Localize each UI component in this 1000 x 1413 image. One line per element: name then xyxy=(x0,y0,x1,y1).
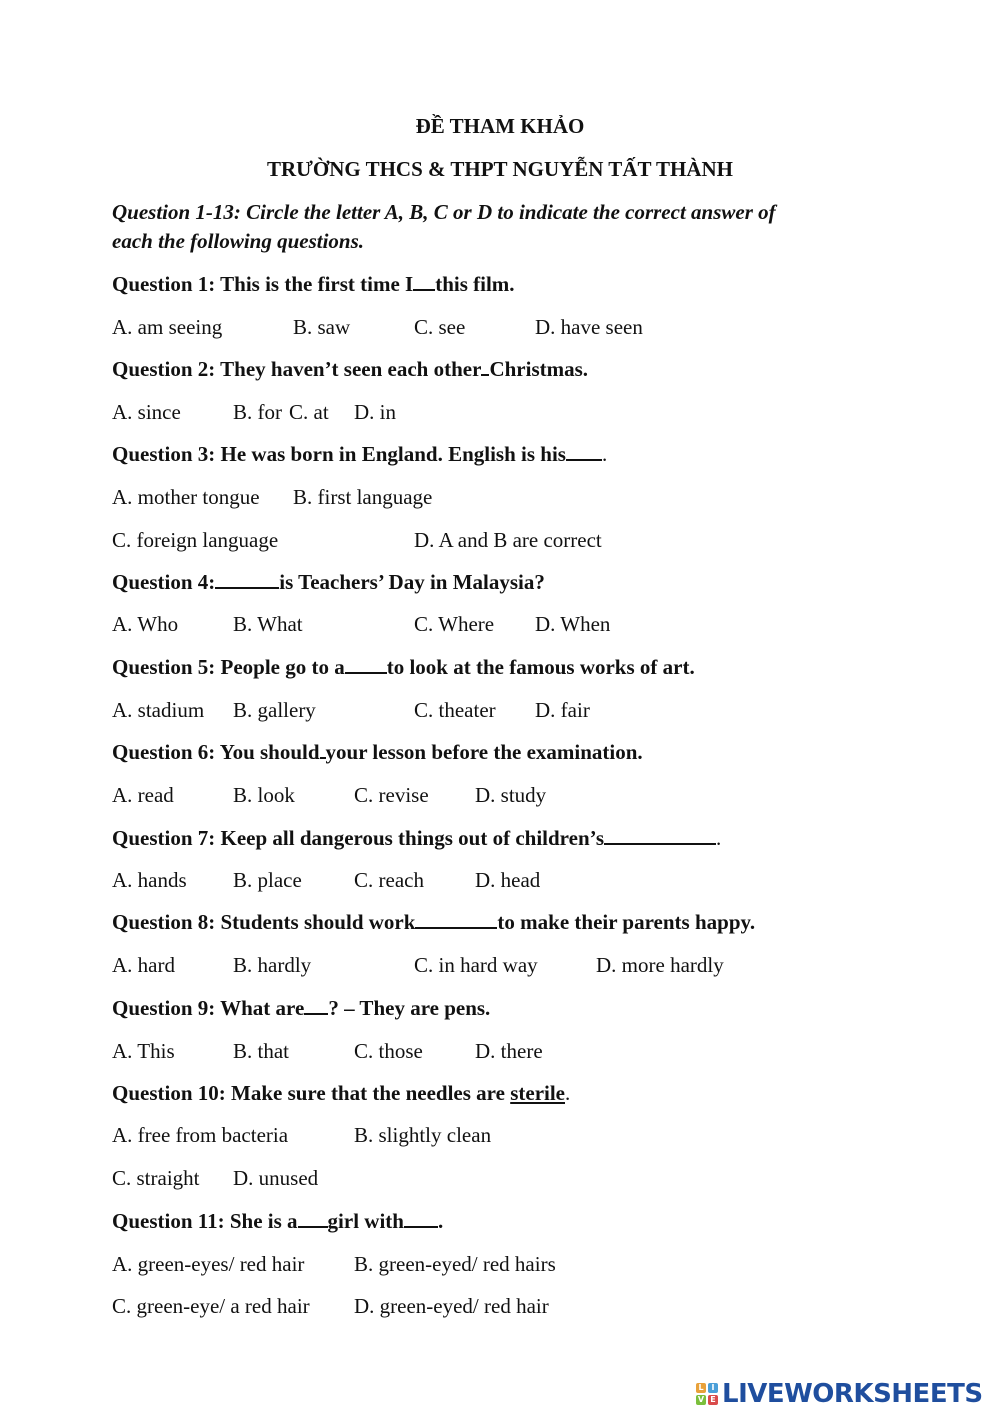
question-text-after: to look at the famous works of art. xyxy=(386,655,695,679)
option-d[interactable]: D. study xyxy=(475,783,547,807)
liveworksheets-logo xyxy=(696,1377,983,1411)
option-d[interactable]: D. When xyxy=(535,612,611,636)
answer-blank[interactable] xyxy=(345,654,387,674)
question-text-after: to make their parents happy. xyxy=(497,910,756,934)
option-b[interactable]: B. for xyxy=(233,400,282,424)
question-3 xyxy=(112,441,607,467)
logo-icon: L I V E xyxy=(696,1383,718,1405)
question-text: Question 7: Keep all dangerous things out of children’s xyxy=(112,826,605,850)
question-10 xyxy=(112,1080,570,1106)
answer-blank[interactable] xyxy=(304,995,328,1015)
question-7 xyxy=(112,825,721,851)
question-8 xyxy=(112,909,755,935)
question-text-after: . xyxy=(601,442,608,466)
option-d[interactable]: D. unused xyxy=(233,1166,319,1190)
question-text: Question 10: Make sure that the needles are xyxy=(112,1081,505,1105)
option-a[interactable]: A. mother tongue xyxy=(112,485,260,509)
option-c[interactable]: C. foreign language xyxy=(112,528,279,552)
option-d[interactable]: D. head xyxy=(475,868,541,892)
option-b[interactable]: B. hardly xyxy=(233,953,312,977)
question-text: Question 1: This is the first time I xyxy=(112,272,414,296)
option-a[interactable]: A. read xyxy=(112,783,174,807)
question-text-after: Christmas. xyxy=(489,357,589,381)
option-c[interactable]: C. theater xyxy=(414,698,496,722)
question-text-after: your lesson before the examination. xyxy=(325,740,643,764)
school-name: TRƯỜNG THCS & THPT NGUYỄN TẤT THÀNH xyxy=(267,157,733,181)
option-d[interactable]: D. in xyxy=(354,400,396,424)
option-b[interactable]: B. that xyxy=(233,1039,289,1063)
option-a[interactable]: A. since xyxy=(112,400,181,424)
answer-blank-2[interactable] xyxy=(404,1208,438,1228)
question-text-after: this film. xyxy=(435,272,515,296)
question-text: Question 11: She is a xyxy=(112,1209,298,1233)
option-a[interactable]: A. hands xyxy=(112,868,187,892)
option-b[interactable]: B. green-eyed/ red hairs xyxy=(354,1252,556,1276)
option-c[interactable]: C. at xyxy=(289,400,329,424)
question-text-after: . xyxy=(565,1081,571,1105)
option-b[interactable]: B. saw xyxy=(293,315,351,339)
option-a[interactable]: A. This xyxy=(112,1039,175,1063)
option-c[interactable]: C. straight xyxy=(112,1166,200,1190)
option-d[interactable]: D. more hardly xyxy=(596,953,724,977)
question-9 xyxy=(112,995,490,1021)
option-b[interactable]: B. place xyxy=(233,868,302,892)
question-text: Question 3: He was born in England. English is his xyxy=(112,442,566,466)
option-a[interactable]: A. am seeing xyxy=(112,315,223,339)
answer-blank-1[interactable] xyxy=(298,1208,328,1228)
option-c[interactable]: C. those xyxy=(354,1039,423,1063)
question-text: Question 8: Students should work xyxy=(112,910,416,934)
option-a[interactable]: A. green-eyes/ red hair xyxy=(112,1252,305,1276)
instruction-line-1: Question 1-13: Circle the letter A, B, C or D to indicate the correct answer of xyxy=(112,200,776,224)
question-text-after: is Teachers’ Day in Malaysia? xyxy=(279,570,545,594)
logo-text: LIVEWORKSHEETS xyxy=(722,1379,983,1409)
answer-blank[interactable] xyxy=(566,441,602,461)
option-d[interactable]: D. there xyxy=(475,1039,543,1063)
option-b[interactable]: B. slightly clean xyxy=(354,1123,492,1147)
answer-blank[interactable] xyxy=(415,909,497,929)
underlined-word: sterile xyxy=(510,1081,565,1105)
option-a[interactable]: A. Who xyxy=(112,612,179,636)
question-2 xyxy=(112,356,588,382)
option-c[interactable]: C. green-eye/ a red hair xyxy=(112,1294,310,1318)
option-a[interactable]: A. stadium xyxy=(112,698,205,722)
instruction-line-2: each the following questions. xyxy=(112,229,365,253)
question-text-after: . xyxy=(716,826,722,850)
option-d[interactable]: D. green-eyed/ red hair xyxy=(354,1294,549,1318)
option-b[interactable]: B. What xyxy=(233,612,303,636)
document-title: ĐỀ THAM KHẢO xyxy=(415,114,585,138)
question-text: Question 9: What are xyxy=(112,996,305,1020)
question-5 xyxy=(112,654,695,680)
option-d[interactable]: D. fair xyxy=(535,698,590,722)
answer-blank[interactable] xyxy=(604,825,716,845)
option-b[interactable]: B. gallery xyxy=(233,698,316,722)
option-c[interactable]: C. in hard way xyxy=(414,953,538,977)
answer-blank[interactable] xyxy=(215,569,279,589)
option-d[interactable]: D. have seen xyxy=(535,315,643,339)
question-6 xyxy=(112,739,643,765)
question-4 xyxy=(112,569,545,595)
option-c[interactable]: C. Where xyxy=(414,612,495,636)
question-text: Question 2: They haven’t seen each other xyxy=(112,357,482,381)
option-c[interactable]: C. reach xyxy=(354,868,424,892)
question-text-after: . xyxy=(437,1209,444,1233)
option-b[interactable]: B. first language xyxy=(293,485,433,509)
answer-blank[interactable] xyxy=(413,271,435,291)
question-text-after: ? – They are pens. xyxy=(328,996,491,1020)
question-1 xyxy=(112,271,515,297)
question-text: Question 6: You should xyxy=(112,740,320,764)
option-c[interactable]: C. see xyxy=(414,315,466,339)
question-text: Question 4: xyxy=(112,570,216,594)
option-d[interactable]: D. A and B are correct xyxy=(414,528,602,552)
option-a[interactable]: A. hard xyxy=(112,953,175,977)
option-c[interactable]: C. revise xyxy=(354,783,429,807)
question-11 xyxy=(112,1208,443,1234)
option-b[interactable]: B. look xyxy=(233,783,295,807)
question-text: Question 5: People go to a xyxy=(112,655,345,679)
option-a[interactable]: A. free from bacteria xyxy=(112,1123,289,1147)
question-text-mid: girl with xyxy=(327,1209,404,1233)
